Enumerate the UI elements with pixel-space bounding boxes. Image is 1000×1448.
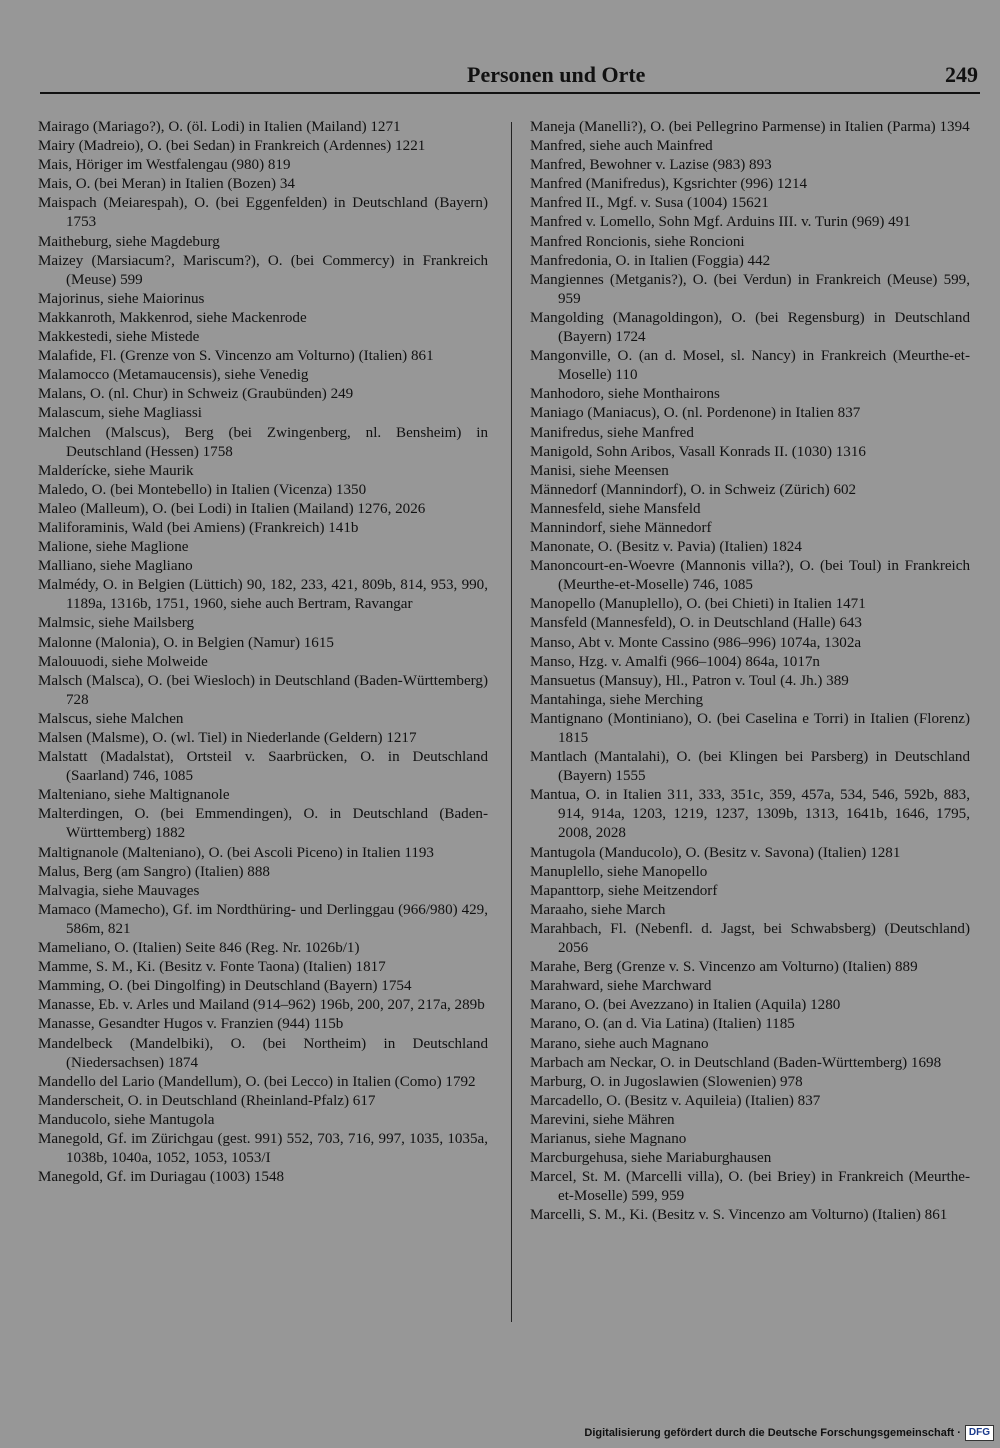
index-entry: Maraaho, siehe March bbox=[530, 901, 666, 918]
index-entry: Manfredonia, O. in Italien (Foggia) 442 bbox=[530, 252, 771, 269]
index-entry: Malus, Berg (am Sangro) (Italien) 888 bbox=[38, 863, 270, 880]
index-entry: Manifredus, siehe Manfred bbox=[530, 424, 694, 441]
index-entry: Manonate, O. (Besitz v. Pavia) (Italien) 1824 bbox=[530, 539, 802, 556]
index-entry: Maitheburg, siehe Magdeburg bbox=[38, 233, 220, 250]
index-entry: Malamocco (Metamaucensis), siehe Venedig bbox=[38, 367, 309, 384]
index-entry: Mantignano (Montiniano), O. (bei Caselina e Torri) in Italien (Florenz) 1815 bbox=[530, 710, 970, 746]
index-entry: Manhodoro, siehe Monthairons bbox=[530, 386, 720, 403]
index-entry: Manfred (Manifredus), Kgsrichter (996) 1214 bbox=[530, 176, 808, 193]
index-entry: Makkestedi, siehe Mistede bbox=[38, 329, 200, 346]
index-entry: Manoncourt-en-Woevre (Mannonis villa?), O. (bei Toul) in Frankreich (Meurthe-et-Moselle) 746, 1085 bbox=[530, 558, 970, 594]
index-entry: Manderscheit, O. in Deutschland (Rheinland-Pfalz) 617 bbox=[38, 1092, 376, 1109]
index-entry: Marahbach, Fl. (Nebenfl. d. Jagst, bei Schwabsberg) (Deutschland) 2056 bbox=[530, 920, 970, 957]
index-entry: Mantugola (Manducolo), O. (Besitz v. Savona) (Italien) 1281 bbox=[530, 844, 901, 861]
index-entry: Mais, Höriger im Westfalengau (980) 819 bbox=[38, 157, 291, 174]
index-entry: Manigold, Sohn Aribos, Vasall Konrads II. (1030) 1316 bbox=[530, 443, 866, 460]
index-entry: Marano, O. (bei Avezzano) in Italien (Aquila) 1280 bbox=[530, 997, 841, 1014]
index-entry: Mamme, S. M., Ki. (Besitz v. Fonte Taona) (Italien) 1817 bbox=[38, 959, 386, 976]
index-entry: Marcelli, S. M., Ki. (Besitz v. S. Vincenzo am Volturno) (Italien) 861 bbox=[530, 1207, 948, 1224]
index-entry: Manfred II., Mgf. v. Susa (1004) 15621 bbox=[530, 195, 769, 212]
index-entry: Manisi, siehe Meensen bbox=[530, 462, 669, 479]
index-entry: Mansuetus (Mansuy), Hl., Patron v. Toul (4. Jh.) 389 bbox=[530, 672, 849, 689]
index-entry: Malafide, Fl. (Grenze von S. Vincenzo am Volturno) (Italien) 861 bbox=[38, 348, 434, 365]
index-entry: Manuplello, siehe Manopello bbox=[530, 863, 708, 880]
index-entry: Majorinus, siehe Maiorinus bbox=[38, 290, 205, 307]
index-entry: Manfred v. Lomello, Sohn Mgf. Arduins III. v. Turin (969) 491 bbox=[530, 214, 911, 231]
index-entry: Marano, siehe auch Magnano bbox=[530, 1035, 709, 1052]
index-entry: Manfred Roncionis, siehe Roncioni bbox=[530, 233, 745, 250]
running-title: Personen und Orte bbox=[467, 62, 646, 87]
index-entry: Marevini, siehe Mähren bbox=[530, 1111, 675, 1128]
index-entry: Manfred, siehe auch Mainfred bbox=[530, 138, 713, 155]
index-entry: Marahe, Berg (Grenze v. S. Vincenzo am Volturno) (Italien) 889 bbox=[530, 959, 918, 976]
index-entry: Marburg, O. in Jugoslawien (Slowenien) 978 bbox=[530, 1073, 803, 1090]
index-entry: Malderícke, siehe Maurik bbox=[38, 462, 194, 479]
index-entry: Mangonville, O. (an d. Mosel, sl. Nancy) in Frankreich (Meurthe-et-Moselle) 110 bbox=[530, 348, 970, 384]
index-entry: Manso, Hzg. v. Amalfi (966–1004) 864a, 1017n bbox=[530, 653, 820, 670]
index-entry: Manasse, Gesandter Hugos v. Franzien (944) 115b bbox=[38, 1016, 344, 1033]
index-entry: Maneja (Manelli?), O. (bei Pellegrino Parmense) in Italien (Parma) 1394 bbox=[530, 119, 970, 135]
footer-text: Digitalisierung gefördert durch die Deutsche Forschungsgemeinschaft · bbox=[584, 1427, 961, 1439]
index-entry: Malonne (Malonia), O. in Belgien (Namur) 1615 bbox=[38, 634, 334, 651]
index-entry: Mamming, O. (bei Dingolfing) in Deutschland (Bayern) 1754 bbox=[38, 978, 412, 995]
column-divider bbox=[511, 122, 512, 1322]
index-entry: Marcburgehusa, siehe Mariaburghausen bbox=[530, 1150, 772, 1167]
index-entry: Manfred, Bewohner v. Lazise (983) 893 bbox=[530, 157, 772, 174]
index-entry: Mannesfeld, siehe Mansfeld bbox=[530, 500, 701, 517]
index-entry: Mangolding (Managoldingon), O. (bei Regensburg) in Deutschland (Bayern) 1724 bbox=[530, 309, 970, 346]
index-entry: Mangiennes (Metganis?), O. (bei Verdun) in Frankreich (Meuse) 599, 959 bbox=[530, 271, 970, 307]
index-entry: Marano, O. (an d. Via Latina) (Italien) 1185 bbox=[530, 1016, 795, 1033]
index-entry: Manegold, Gf. im Duriagau (1003) 1548 bbox=[38, 1169, 285, 1186]
index-entry: Maliforaminis, Wald (bei Amiens) (Frankreich) 141b bbox=[38, 519, 359, 536]
index-entry: Manasse, Eb. v. Arles und Mailand (914–962) 196b, 200, 207, 217a, 289b bbox=[38, 997, 485, 1014]
index-entry: Marbach am Neckar, O. in Deutschland (Baden-Württemberg) 1698 bbox=[530, 1054, 942, 1071]
index-entry: Malione, siehe Maglione bbox=[38, 539, 189, 556]
index-entry: Maniago (Maniacus), O. (nl. Pordenone) in Italien 837 bbox=[530, 405, 861, 422]
index-entry: Malmsic, siehe Mailsberg bbox=[38, 615, 195, 632]
index-entry: Manopello (Manuplello), O. (bei Chieti) in Italien 1471 bbox=[530, 596, 866, 613]
index-column-left bbox=[38, 118, 488, 1187]
index-entry: Mairago (Mariago?), O. (öl. Lodi) in Italien (Mailand) 1271 bbox=[38, 119, 401, 135]
index-entry: Malsch (Malsca), O. (bei Wiesloch) in Deutschland (Baden-Württemberg) 728 bbox=[38, 672, 488, 708]
index-entry: Mairy (Madreio), O. (bei Sedan) in Frankreich (Ardennes) 1221 bbox=[38, 138, 426, 155]
index-entry: Marcel, St. M. (Marcelli villa), O. (bei Briey) in Frankreich (Meurthe-et-Moselle) 599, 959 bbox=[530, 1169, 970, 1205]
index-entry: Malascum, siehe Magliassi bbox=[38, 405, 202, 422]
index-entry: Maledo, O. (bei Montebello) in Italien (Vicenza) 1350 bbox=[38, 481, 367, 498]
index-entry: Malteniano, siehe Maltignanole bbox=[38, 787, 230, 804]
page-number: 249 bbox=[945, 62, 978, 87]
footer-credit bbox=[584, 1424, 994, 1442]
index-entry: Malscus, siehe Malchen bbox=[38, 710, 184, 727]
index-entry: Mansfeld (Mannesfeld), O. in Deutschland (Halle) 643 bbox=[530, 615, 862, 632]
index-entry: Malstatt (Madalstat), Ortsteil v. Saarbrücken, O. in Deutschland (Saarland) 746, 1085 bbox=[38, 749, 488, 785]
index-entry: Marianus, siehe Magnano bbox=[530, 1130, 687, 1147]
index-entry: Malliano, siehe Magliano bbox=[38, 558, 193, 575]
index-entry: Manegold, Gf. im Zürichgau (gest. 991) 552, 703, 716, 997, 1035, 1035a, 1038b, 1040a, 1052, 1053, 1053/I bbox=[38, 1130, 488, 1167]
index-entry: Malterdingen, O. (bei Emmendingen), O. in Deutschland (Baden-Württemberg) 1882 bbox=[38, 806, 488, 842]
index-column-right bbox=[530, 118, 970, 1225]
index-entry: Mandelbeck (Mandelbiki), O. (bei Northeim) in Deutschland (Niedersachsen) 1874 bbox=[38, 1035, 488, 1071]
dfg-logo: DFG bbox=[965, 1425, 994, 1441]
index-entry: Maleo (Malleum), O. (bei Lodi) in Italien (Mailand) 1276, 2026 bbox=[38, 500, 426, 517]
index-entry: Mantahinga, siehe Merching bbox=[530, 691, 704, 708]
index-entry: Malsen (Malsme), O. (wl. Tiel) in Niederlande (Geldern) 1217 bbox=[38, 730, 417, 746]
page-header bbox=[40, 58, 980, 94]
index-entry: Mapanttorp, siehe Meitzendorf bbox=[530, 882, 718, 899]
index-entry: Maizey (Marsiacum?, Mariscum?), O. (bei Commercy) in Frankreich (Meuse) 599 bbox=[38, 252, 488, 288]
index-entry: Mantua, O. in Italien 311, 333, 351c, 359, 457a, 534, 546, 592b, 883, 914, 914a, 1203, 1219, 1237, 1309b, 1313, 1641b, 1646, 1795, 2008, 2028 bbox=[530, 787, 970, 842]
index-entry: Malchen (Malscus), Berg (bei Zwingenberg, nl. Bensheim) in Deutschland (Hessen) 1758 bbox=[38, 424, 488, 460]
index-entry: Maispach (Meiarespah), O. (bei Eggenfelden) in Deutschland (Bayern) 1753 bbox=[38, 195, 488, 231]
index-entry: Malans, O. (nl. Chur) in Schweiz (Graubünden) 249 bbox=[38, 386, 354, 403]
index-entry: Maltignanole (Malteniano), O. (bei Ascoli Piceno) in Italien 1193 bbox=[38, 844, 434, 861]
index-entry: Makkanroth, Makkenrod, siehe Mackenrode bbox=[38, 309, 307, 326]
index-entry: Manso, Abt v. Monte Cassino (986–996) 1074a, 1302a bbox=[530, 634, 862, 651]
index-entry: Manducolo, siehe Mantugola bbox=[38, 1111, 215, 1128]
index-entry: Männedorf (Mannindorf), O. in Schweiz (Zürich) 602 bbox=[530, 481, 857, 498]
index-entry: Malmédy, O. in Belgien (Lüttich) 90, 182, 233, 421, 809b, 814, 953, 990, 1189a, 1316b, 1751, 1960, siehe auch Bertram, Ravangar bbox=[38, 577, 488, 613]
index-entry: Marahward, siehe Marchward bbox=[530, 978, 712, 995]
index-entry: Mais, O. (bei Meran) in Italien (Bozen) 34 bbox=[38, 176, 295, 193]
index-entry: Marcadello, O. (Besitz v. Aquileia) (Italien) 837 bbox=[530, 1092, 821, 1109]
index-entry: Mameliano, O. (Italien) Seite 846 (Reg. Nr. 1026b/1) bbox=[38, 940, 360, 957]
index-entry: Mamaco (Mamecho), Gf. im Nordthüring- und Derlinggau (966/980) 429, 586m, 821 bbox=[38, 901, 488, 937]
index-entry: Malouuodi, siehe Molweide bbox=[38, 653, 208, 670]
index-entry: Malvagia, siehe Mauvages bbox=[38, 882, 200, 899]
index-entry: Mannindorf, siehe Männedorf bbox=[530, 519, 712, 536]
index-entry: Mantlach (Mantalahi), O. (bei Klingen bei Parsberg) in Deutschland (Bayern) 1555 bbox=[530, 749, 970, 785]
index-entry: Mandello del Lario (Mandellum), O. (bei Lecco) in Italien (Como) 1792 bbox=[38, 1073, 476, 1090]
